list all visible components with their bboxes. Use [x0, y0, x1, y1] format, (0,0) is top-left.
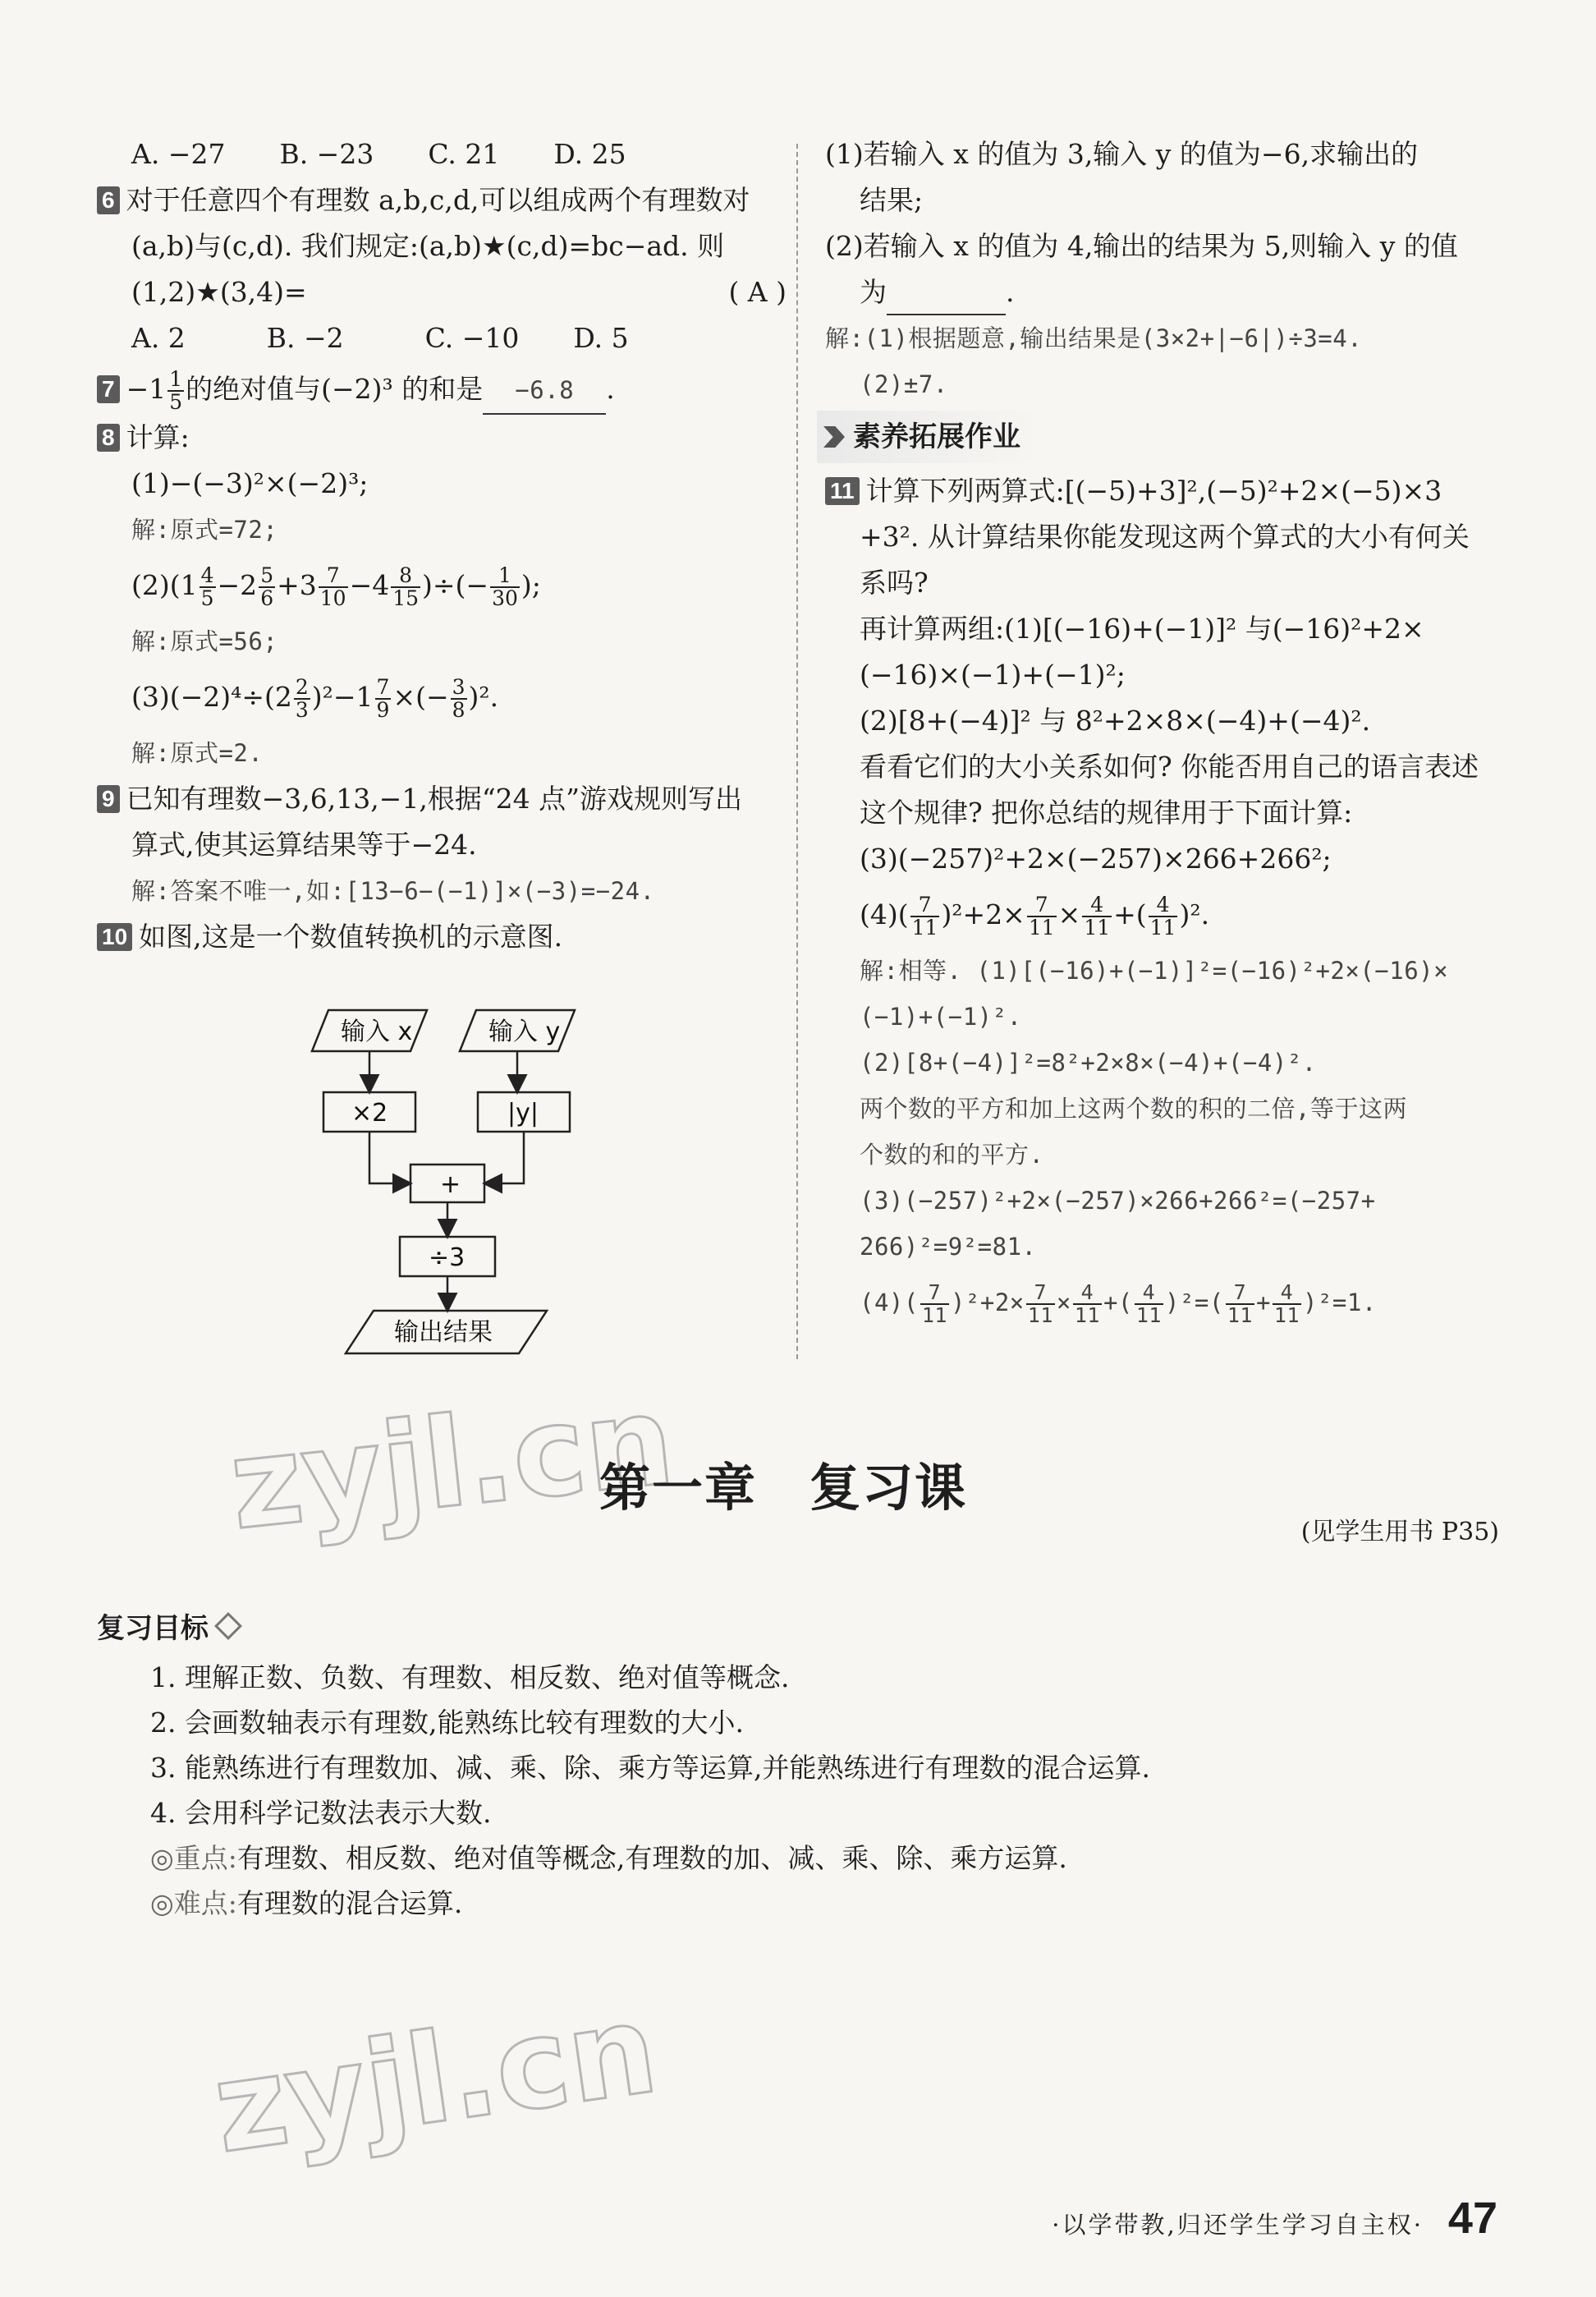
chapter-reference: (见学生用书 P35) — [1300, 1518, 1499, 1546]
key-points: ◎重点:有理数、相反数、绝对值等概念,有理数的加、减、乘、除、乘方运算. — [150, 1842, 1067, 1874]
right-column — [825, 131, 1515, 1335]
section-header — [817, 411, 1515, 463]
q11-line2: +3². 从计算结果你能发现这两个算式的大小有何关 — [860, 521, 1470, 553]
div3-label: ÷3 — [429, 1243, 466, 1272]
q6-line2: (a,b)与(c,d). 我们规定:(a,b)★(c,d)=bc−ad. 则 — [131, 230, 725, 262]
q11-solution5: 个数的和的平方. — [860, 1141, 1044, 1169]
input-y-label: 输入 y — [488, 1018, 561, 1046]
q9-answer: 解:答案不唯一,如:[13−6−(−1)]×(−3)=−24. — [131, 877, 655, 905]
q6-answer: ( A ) — [728, 276, 787, 308]
section-badge: 素养拓展作业 — [817, 411, 1042, 463]
review-goals-heading: 复习目标 — [97, 1606, 238, 1646]
q8-part1: (1)−(−3)²×(−2)³; — [131, 467, 369, 499]
q11-solution2: (−1)+(−1)². — [860, 1003, 1022, 1031]
frac-7-10: $\frac{7}{10}$ — [319, 563, 346, 610]
q9-number: 9 — [97, 785, 120, 813]
watermark-bottom: zyjl.cn — [205, 1978, 666, 2181]
q8-part2: (2)(1 $\frac{4}{5}$ −2 $\frac{5}{6}$ +3 $\frac{7}{10}$ −4 $\frac{8}{15}$ )÷(− $\frac{1}{30}$ ); — [131, 563, 541, 610]
review-item: 2. 会画数轴表示有理数,能熟练比较有理数的大小. — [150, 1707, 744, 1739]
q11-solution4: 两个数的平方和加上这两个数的积的二倍,等于这两 — [860, 1095, 1407, 1123]
q11-number: 11 — [825, 477, 860, 505]
q11-line3: 系吗? — [860, 567, 929, 599]
q10-text1: 如图,这是一个数值转换机的示意图. — [139, 921, 563, 953]
footer-motto: ·以学带教,归还学生学习自主权· — [1052, 2211, 1424, 2239]
q7-text: 的绝对值与(−2)³ 的和是 — [186, 373, 484, 405]
q9-line2: 算式,使其运算结果等于−24. — [131, 829, 477, 861]
q11-solution6: (3)(−257)²+2×(−257)×266+266²=(−257+ — [860, 1187, 1376, 1215]
diamond-icon — [214, 1612, 242, 1640]
frac-1-30: $\frac{1}{30}$ — [492, 563, 518, 610]
q6-options: A. 2 B. −2 C. −10 D. 5 — [131, 322, 629, 354]
frac-2-3: $\frac{2}{3}$ — [295, 675, 309, 722]
q6-number: 6 — [97, 186, 120, 214]
frac-4-5: $\frac{4}{5}$ — [200, 563, 214, 610]
q7-number: 7 — [97, 375, 120, 403]
q10-part1-b: 结果; — [860, 184, 924, 216]
q6-text1: 对于任意四个有理数 a,b,c,d,可以组成两个有理数对 — [126, 184, 750, 216]
absy-label: |y| — [507, 1099, 539, 1128]
q10-answer2: (2)±7. — [860, 370, 948, 398]
flowchart — [304, 1008, 616, 1370]
q11-line10: (4)( $\frac{7}{11}$ )²+2× $\frac{7}{11}$ × $\frac{4}{11}$ +( $\frac{4}{11}$ )². — [860, 893, 1210, 939]
q11-line1 — [825, 468, 1515, 514]
q11-line4: 再计算两组:(1)[(−16)+(−1)]² 与(−16)²+2× — [860, 613, 1424, 645]
chapter-title: 第一章 复习课 — [599, 1458, 968, 1518]
q7-pre: −1 — [126, 373, 167, 405]
q10-line1 — [97, 914, 787, 960]
q8-answer2: 解:原式=56; — [131, 627, 278, 655]
frac-8-15: $\frac{8}{15}$ — [392, 563, 420, 610]
q9-text1: 已知有理数−3,6,13,−1,根据“24 点”游戏规则写出 — [126, 783, 743, 815]
q7: 7 −1 $\frac{1}{5}$ 的绝对值与(−2)³ 的和是 −6.8 . — [97, 366, 787, 415]
q6-line3 — [97, 269, 787, 315]
q7-answer-blank: −6.8 — [483, 367, 606, 415]
left-column — [97, 131, 787, 960]
column-divider — [796, 144, 798, 1359]
frac-3-8: $\frac{3}{8}$ — [452, 675, 466, 722]
q11-line8: 这个规律? 把你总结的规律用于下面计算: — [860, 797, 1353, 829]
q6-text3: (1,2)★(3,4)= — [131, 276, 307, 308]
plus-label: + — [440, 1170, 461, 1199]
q10-part2-b: 为 . — [825, 269, 1515, 315]
q11-line5: (−16)×(−1)+(−1)²; — [860, 659, 1126, 691]
output-label: 输出结果 — [394, 1318, 493, 1347]
q11-line7: 看看它们的大小关系如何? 你能否用自己的语言表述 — [860, 751, 1479, 783]
q10-part2-a: (2)若输入 x 的值为 4,输出的结果为 5,则输入 y 的值 — [825, 230, 1458, 262]
q8-title — [97, 415, 787, 461]
review-item: 4. 会用科学记数法表示大数. — [150, 1797, 492, 1829]
q11-text1: 计算下列两算式:[(−5)+3]²,(−5)²+2×(−5)×3 — [865, 475, 1442, 507]
difficult-points: ◎难点:有理数的混合运算. — [150, 1887, 463, 1919]
q5-options: A. −27 B. −23 C. 21 D. 25 — [131, 138, 626, 170]
q8-answer1: 解:原式=72; — [131, 516, 278, 544]
q11-solution7: 266)²=9²=81. — [860, 1233, 1037, 1261]
q11-line9: (3)(−257)²+2×(−257)×266+266²; — [860, 843, 1332, 875]
frac-7-9: $\frac{7}{9}$ — [376, 675, 390, 722]
arrow-icon — [823, 426, 845, 448]
q11-solution1: 解:相等. (1)[(−16)+(−1)]²=(−16)²+2×(−16)× — [860, 957, 1449, 985]
q10-answer-blank — [887, 281, 1006, 315]
q7-fraction: $\frac{1}{5}$ — [169, 367, 183, 414]
watermark-top: zyjl.cn — [223, 1369, 681, 1558]
q11-solution3: (2)[8+(−4)]²=8²+2×8×(−4)+(−4)². — [860, 1049, 1317, 1077]
review-item: 1. 理解正数、负数、有理数、相反数、绝对值等概念. — [150, 1661, 790, 1693]
page-number: 47 — [1447, 2194, 1497, 2243]
q8-number: 8 — [97, 424, 120, 452]
q11-line6: (2)[8+(−4)]² 与 8²+2×8×(−4)+(−4)². — [860, 705, 1371, 737]
q10-number: 10 — [97, 923, 132, 951]
q8-part3: (3)(−2)⁴÷(2 $\frac{2}{3}$ )²−1 $\frac{7}{9}$ ×(− $\frac{3}{8}$ )². — [131, 675, 499, 722]
footer — [1052, 2193, 1497, 2244]
q11-solution8: (4)( $\frac{7}{11}$ )²+2× $\frac{7}{11}$ × $\frac{4}{11}$ +( $\frac{4}{11}$ )²=( $\frac{7}{11}$ + $\frac{4}{11}$ )²=1. — [860, 1280, 1377, 1327]
input-x-label: 输入 x — [341, 1018, 413, 1046]
q9-line1 — [97, 776, 787, 822]
q10-part1-a: (1)若输入 x 的值为 3,输入 y 的值为−6,求输出的 — [825, 138, 1419, 170]
frac-5-6: $\frac{5}{6}$ — [260, 563, 274, 610]
times2-label: ×2 — [351, 1099, 388, 1128]
q6-line1 — [97, 177, 787, 223]
review-item: 3. 能熟练进行有理数加、减、乘、除、乘方等运算,并能熟练进行有理数的混合运算. — [150, 1752, 1150, 1784]
review-goals-list — [150, 1655, 1150, 1926]
q8-title-text: 计算: — [126, 421, 190, 453]
q10-answer1: 解:(1)根据题意,输出结果是(3×2+|−6|)÷3=4. — [825, 324, 1363, 352]
q8-answer3: 解:原式=2. — [131, 739, 264, 767]
